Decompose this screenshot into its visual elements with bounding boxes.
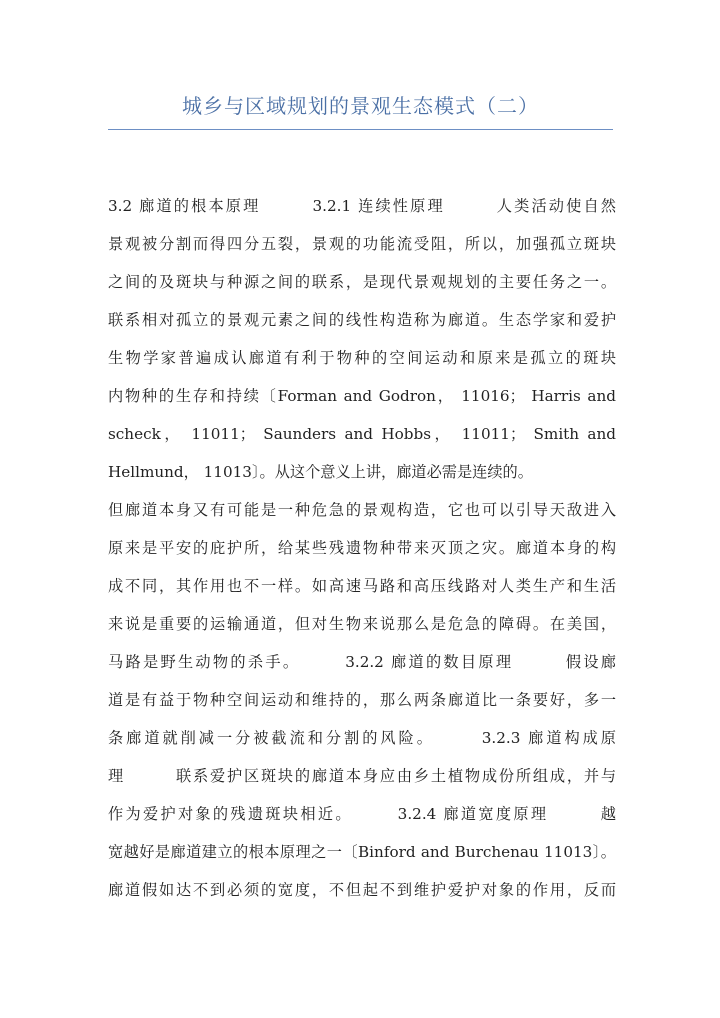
body-line: 来说是重要的运输通道，但对生物来说那么是危急的障碍。在美国，	[108, 615, 616, 633]
body-line: 道是有益于物种空间运动和维持的，那么两条廊道比一条要好，多一	[108, 691, 616, 709]
body-line: 理 联系爱护区斑块的廊道本身应由乡土植物成份所组成，并与	[108, 767, 616, 785]
body-line: 生物学家普遍成认廊道有利于物种的空间运动和原来是孤立的斑块	[108, 349, 616, 367]
body-line: 内物种的生存和持续〔Forman and Godron， 11016； Harris and	[108, 387, 616, 405]
document-title: 城乡与区域规划的景观生态模式（二）	[182, 94, 539, 118]
body-line: 条廊道就削减一分被截流和分割的风险。 3.2.3 廊道构成原	[108, 729, 616, 747]
body-line: 马路是野生动物的杀手。 3.2.2 廊道的数目原理 假设廊	[108, 653, 616, 671]
body-line: 景观被分割而得四分五裂，景观的功能流受阻，所以，加强孤立斑块	[108, 235, 616, 253]
body-line: 作为爱护对象的残遗斑块相近。 3.2.4 廊道宽度原理 越	[108, 805, 616, 823]
body-line: 成不同，其作用也不一样。如高速马路和高压线路对人类生产和生活	[108, 577, 616, 595]
body-line: 但廊道本身又有可能是一种危急的景观构造，它也可以引导天敌进入	[108, 501, 616, 519]
body-line: 3.2 廊道的根本原理 3.2.1 连续性原理 人类活动使自然	[108, 197, 616, 215]
body-line: 联系相对孤立的景观元素之间的线性构造称为廊道。生态学家和爱护	[108, 311, 616, 329]
body-line: 宽越好是廊道建立的根本原理之一〔Binford and Burchenau 11013〕。	[108, 843, 616, 861]
title-underline	[108, 129, 613, 130]
body-line: 原来是平安的庇护所，给某些残遗物种带来灭顶之灾。廊道本身的构	[108, 539, 616, 557]
body-line: Hellmund， 11013〕。从这个意义上讲，廊道必需是连续的。	[108, 463, 533, 481]
body-line: 廊道假如达不到必须的宽度，不但起不到维护爱护对象的作用，反而	[108, 881, 616, 899]
body-line: 之间的及斑块与种源之间的联系，是现代景观规划的主要任务之一。	[108, 273, 616, 291]
document-body	[108, 187, 616, 909]
body-line: scheck， 11011； Saunders and Hobbs， 11011； Smith and	[108, 425, 616, 443]
